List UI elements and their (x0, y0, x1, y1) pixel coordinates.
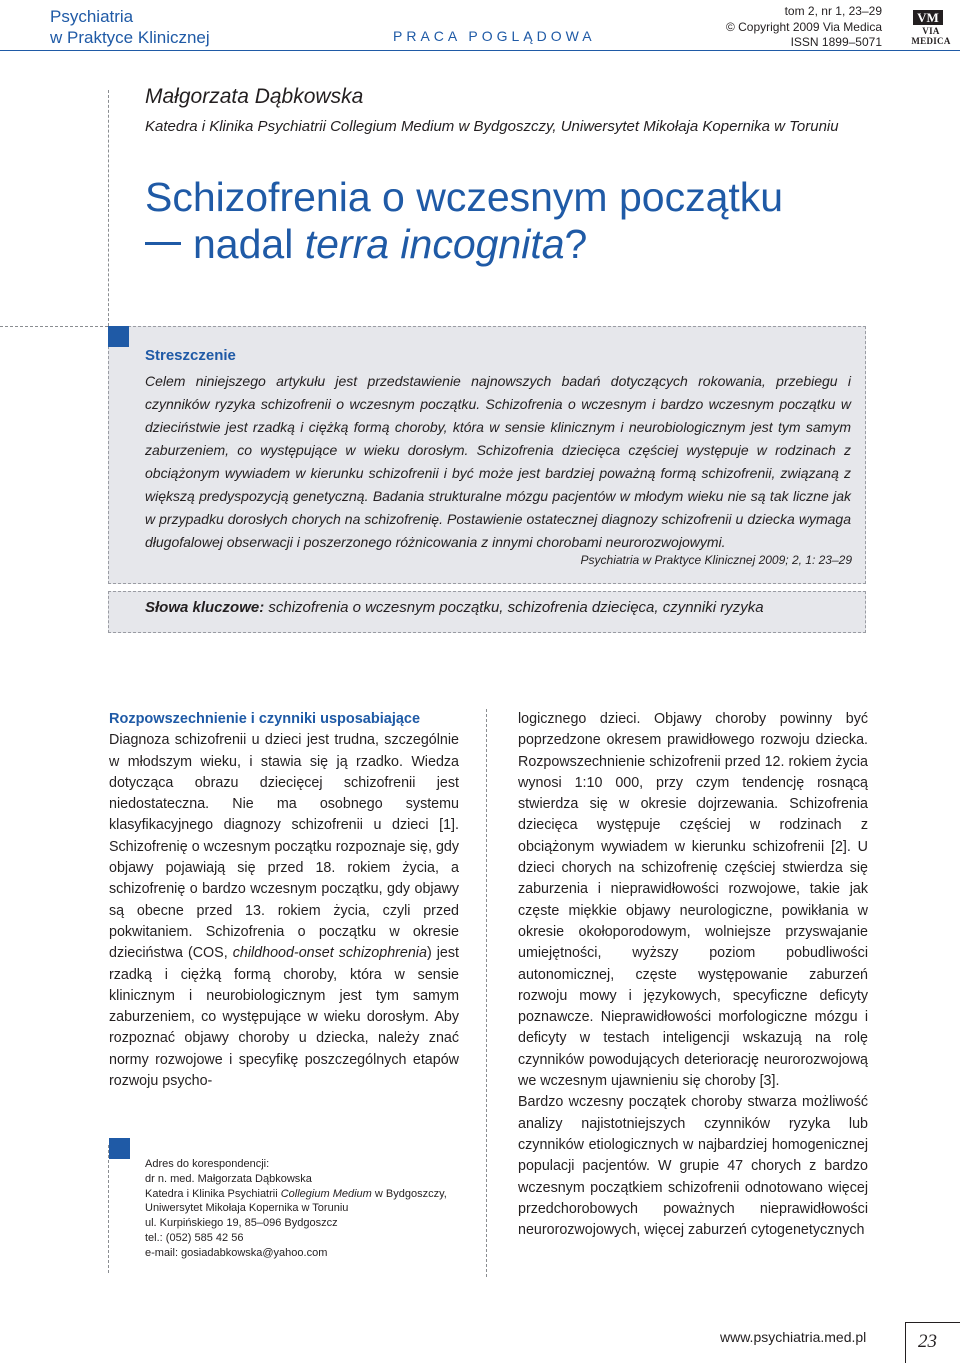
keywords (145, 598, 764, 618)
correspondence-dept-post: w Bydgoszczy, (371, 1187, 447, 1200)
correspondence-street: ul. Kurpińskiego 19, 85–096 Bydgoszcz (145, 1217, 338, 1230)
logo-wordmark: VIA MEDICA (911, 26, 951, 46)
right-paragraph-2: Bardzo wczesny początek choroby stwarza możliwość analizy najistotniejszych czynników ryzyka lub czynników etiologicznych w najbardziej homogenicznej populacji pacjentów. W grupie 47 chorych z bardzo wczesnym początkiem schizofrenii odnotowano więcej przedchorobowych poważnych nieprawidłowości neurorozwojowych, więcej zaburzeń cytogenetycznych (518, 1094, 868, 1239)
column-divider (486, 709, 487, 1277)
footer-vertical-rule (905, 1322, 906, 1363)
correspondence-label: Adres do korespondencji: (145, 1158, 270, 1170)
abstract-text: Celem niniejszego artykułu jest przedstawienie najnowszych badań dotyczących rokowania, przebiegu i czynników ryzyka schizofrenii o wczesnym początku. Schizofrenia o wczesnym i bardzo wczesnym początku w dzieciństwie jest rzadką i ciężką formą choroby, która w sensie klinicznym i neurobiologicznym jest tym samym zaburzeniem, co występujące w wieku dorosłym. Schizofrenia dziecięca częściej występuje w rodzinach z obciążonym wywiadem w kierunku schizofrenii i być może jest bardziej poważną formą schizofrenii, związaną z większą predyspozycją genetyczną. Badania strukturalne mózgu pacjentów w młodym wieku nie są tak liczne jak w przypadku dorosłych chorych na schizofrenię. Postawienie ostatecznej diagnozy schizofrenii u dziecka wymaga długofalowej obserwacji i poszerzonego różnicowania z innymi chorobami neurorozwojowymi. (145, 373, 851, 550)
correspondence-email[interactable]: e-mail: gosiadabkowska@yahoo.com (145, 1246, 328, 1259)
title-line2-italic: terra incognita (304, 221, 565, 267)
right-paragraph-1: logicznego dzieci. Objawy choroby powinny być poprzedzone okresem prawidłowego rozwoju dziecka. Rozpowszechnienie schizofrenii przed 12. rokiem życia wynosi 1:10 000, przy czym tendencję rosnącą stwierdza się w okresie dojrzewania. Schizofrenia dziecięca występuje częściej w rodzinach z obciążonym wywiadem w kierunku schizofrenii [2]. U dzieci chorych na schizofrenię częściej stwierdza się zaburzenia i nieprawidłowości rozwojowe, takie jak częste miękkie objawy neurologiczne, powikłania w okresie okołoporodowym, wolniejsze przyswajanie umiejętności, wyższy poziom pobudliwości autonomicznej, częste występowanie zaburzeń rozwoju mowy i językowych, specyficzne deficyty poznawcze. Nieprawidłowości morfologiczne mózgu i deficyty w testach inteligencji wskazują na rolę czynników powodujących deteriorację neurorozwojową we wczesnym ujawnieniu się choroby [3]. (518, 711, 868, 1090)
left-paragraph-part1: Diagnoza schizofrenii u dzieci jest trudna, szczególnie w młodszym wieku, i stawia się ją rzadko. Wiedza dotycząca obrazu dziecięcej schizofrenii jest niedostateczna. Nie ma osobnego systemu klasyfikacyjnego diagnozy schizofrenii u dzieci [1]. Schizofrenię o wczesnym początku rozpoznaje się, gdy objawy pojawiają się przed 18. rokiem życia, a schizofrenię o bardzo wczesnym początku, gdy objawy są obecne przed 13. rokiem życia, czyli przed pokwitaniem. Schizofrenia o początku w okresie dzieciństwa (COS, (109, 732, 459, 962)
frame-horizontal-dash (0, 326, 108, 327)
correspondence-university: Uniwersytet Mikołaja Kopernika w Toruniu (145, 1202, 349, 1215)
title-line2-post: ? (564, 221, 588, 267)
issue-copyright: © Copyright 2009 Via Medica (725, 19, 882, 34)
article-title-line2 (193, 221, 587, 268)
correspondence-marker (109, 1138, 130, 1159)
left-paragraph-part2: ) jest rzadką i ciężką formą choroby, która w sensie klinicznym i neurobiologicznym jest tym samym zaburzeniem, co występujące w wieku dorosłym. Aby rozpoznać objawy choroby u dziecka, należy znać normy rozwojowe i specyfikę poszczególnych etapów rozwoju psycho- (109, 945, 459, 1090)
title-dash (145, 242, 181, 245)
left-paragraph (109, 730, 459, 1092)
section-heading: Rozpowszechnienie i czynniki usposabiające (109, 711, 421, 727)
keywords-list: schizofrenia o wczesnym początku, schizofrenia dziecięca, czynniki ryzyka (264, 599, 764, 616)
footer-horizontal-rule (905, 1322, 960, 1323)
body-column-left (109, 709, 459, 1092)
journal-name-line2: w Praktyce Klinicznej (50, 28, 210, 47)
correspondence-dept (145, 1187, 447, 1202)
article-type: PRACA POGLĄDOWA (393, 28, 596, 44)
correspondence-dept-italic: Collegium Medium (280, 1187, 372, 1200)
page-number: 23 (918, 1331, 937, 1352)
author-affiliation: Katedra i Klinika Psychiatrii Collegium Medium w Bydgoszczy, Uniwersytet Mikołaja Kopernika w Toruniu (145, 118, 839, 135)
correspondence-phone: tel.: (052) 585 42 56 (145, 1231, 244, 1244)
issue-info (726, 4, 882, 51)
correspondence-dept-pre: Katedra i Klinika Psychiatrii (145, 1187, 281, 1200)
issue-volume: tom 2, nr 1, 23–29 (784, 4, 882, 18)
abstract-heading: Streszczenie (145, 347, 236, 364)
journal-name (50, 6, 210, 48)
keywords-label: Słowa kluczowe: (145, 599, 265, 616)
body-column-right (518, 709, 868, 1241)
logo-monogram: VM (913, 10, 943, 25)
correspondence-dash (108, 1145, 109, 1273)
author-name: Małgorzata Dąbkowska (145, 85, 364, 108)
via-medica-logo (902, 10, 960, 46)
title-line2-pre: nadal (193, 221, 305, 267)
footer-url[interactable]: www.psychiatria.med.pl (720, 1329, 867, 1345)
journal-name-line1: Psychiatria (50, 7, 134, 26)
abstract-marker (108, 326, 129, 347)
left-paragraph-italic: childhood-onset schizophrenia (232, 945, 427, 962)
frame-vertical-dash (108, 90, 109, 326)
article-title-line1: Schizofrenia o wczesnym początku (145, 174, 784, 220)
correspondence-name: dr n. med. Małgorzata Dąbkowska (145, 1172, 312, 1185)
correspondence-block (145, 1157, 447, 1261)
abstract-citation: Psychiatria w Praktyce Klinicznej 2009; 2, 1: 23–29 (580, 553, 852, 567)
header-divider (0, 50, 960, 51)
issue-issn: ISSN 1899–5071 (790, 35, 882, 49)
